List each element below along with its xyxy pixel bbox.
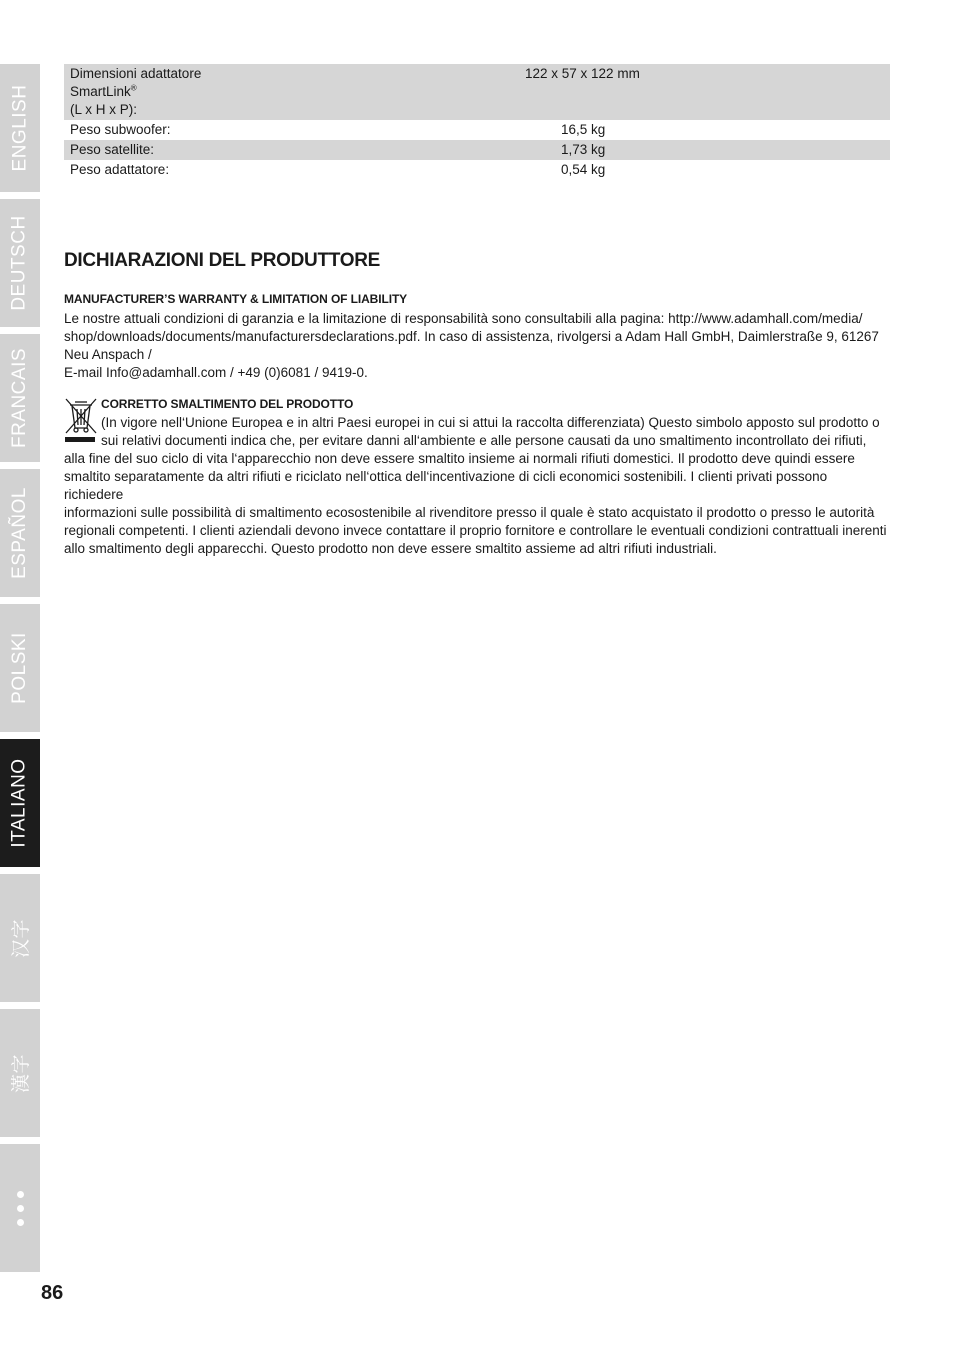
spec-value: 1,73 kg — [306, 140, 890, 160]
spec-value: 122 x 57 x 122 mm — [306, 64, 890, 120]
spec-value: 16,5 kg — [561, 122, 606, 137]
tab-chinese-traditional[interactable] — [0, 1009, 40, 1137]
disposal-heading: CORRETTO SMALTIMENTO DEL PRODOTTO — [101, 397, 354, 411]
spec-table — [64, 64, 890, 180]
more-dots-icon — [17, 1191, 24, 1226]
tab-label: 漢字 — [11, 1053, 33, 1093]
tab-english[interactable] — [0, 64, 40, 192]
tab-label: POLSKI — [9, 632, 30, 704]
page-number: 86 — [41, 1282, 64, 1304]
warranty-text: Le nostre attuali condizioni di garanzia e la limitazione di responsabilità sono consultabili alla pagina: http://www.adamhall.com/media/ shop/downloads/documents/manufacturersdeclarations.pdf. In caso di assistenza, rivolgersi a Adam Hall GmbH, Daimlerstraße 9, 61267 Neu Anspach / E-mail Info@adamhall.com / +49 (0)6081 / 9419-0. — [64, 311, 879, 380]
spec-label: Dimensioni adattatore SmartLink® (L x H x P): — [64, 64, 306, 120]
tab-label: DEUTSCH — [9, 215, 30, 311]
tab-label: ITALIANO — [9, 758, 31, 848]
tab-espanol[interactable] — [0, 469, 40, 597]
tab-italiano[interactable] — [0, 739, 40, 867]
disposal-text: (In vigore nell‘Unione Europea e in altri Paesi europei in cui si attui la raccolta differenziata) Questo simbolo apposto sul prodotto o sui relativi documenti indica che, per evitare danni all‘ambiente e alle persone causati da uno smaltimento incontrollato dei rifiuti, alla fine del suo ciclo di vita l‘apparecchio non deve essere smaltito insieme ai normali rifiuti domestici. Il prodotto deve quindi essere smaltito separatamente da altri rifiuti e riciclato nell‘ottica dell‘incentivazione di cicli economici sostenibili. I clienti privati possono richiedere informazioni sulle possibilità di smaltimento ecosostenibile al rivenditore presso il quale è stato acquistato il prodotto o presso le autorità regionali competenti. I clienti aziendali devono invece contattare il proprio fornitore e controllare le eventuali condizioni contrattuali inerenti allo smaltimento degli apparecchi. Questo prodotto non deve essere smaltito assieme ad altri rifiuti industriali. — [64, 415, 887, 556]
spec-value: 0,54 kg — [561, 162, 606, 177]
tab-label: 汉字 — [11, 918, 33, 958]
tab-francais[interactable] — [0, 334, 40, 462]
tab-label: FRANCAIS — [9, 347, 31, 449]
tab-more[interactable] — [0, 1144, 40, 1272]
spec-label: Peso satellite: — [64, 140, 306, 160]
table-row — [64, 64, 890, 120]
tab-label: ESPAÑOL — [9, 487, 31, 579]
tab-deutsch[interactable] — [0, 199, 40, 327]
section-title: DICHIARAZIONI DEL PRODUTTORE — [64, 250, 381, 271]
tab-chinese-simplified[interactable] — [0, 874, 40, 1002]
spec-label: Peso adattatore: — [70, 162, 170, 177]
table-row — [64, 160, 890, 180]
table-row — [64, 140, 890, 160]
warranty-heading: MANUFACTURER’S WARRANTY & LIMITATION OF LIABILITY — [64, 292, 408, 306]
tab-label: ENGLISH — [9, 84, 31, 172]
table-row — [64, 120, 890, 140]
spec-label: Peso subwoofer: — [70, 122, 171, 137]
tab-polski[interactable] — [0, 604, 40, 732]
